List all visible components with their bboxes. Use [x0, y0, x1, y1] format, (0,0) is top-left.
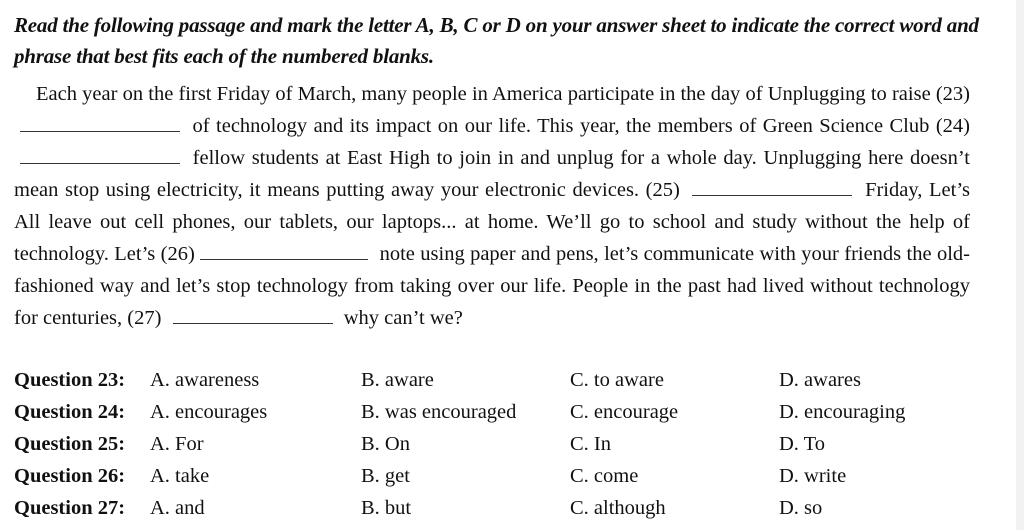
- option-d: D. so: [779, 497, 823, 519]
- blank-25: [692, 194, 852, 196]
- option-d: D. To: [779, 433, 826, 455]
- question-row-23: [14, 364, 1004, 396]
- question-row-24: [14, 396, 1004, 428]
- blank-26: [200, 258, 368, 260]
- option-c: C. encourage: [570, 401, 679, 423]
- option-c: C. come: [570, 465, 639, 487]
- option-d: D. awares: [779, 369, 861, 391]
- option-a: A. take: [150, 465, 210, 487]
- question-row-25: [14, 428, 1004, 460]
- passage-segment-2: of technology and its impact on our life. This year, the members of Green Science Club (24): [192, 115, 971, 137]
- question-list: [14, 364, 1004, 524]
- passage-segment-5: note using paper and pens, let’s communicate with your friends the old-fashioned way and let’s stop technology from taking over our life. People in the past had lived without technology for centuries, (27): [14, 243, 971, 329]
- option-a: A. encourages: [150, 401, 268, 423]
- passage-segment-6: why can’t we?: [343, 307, 463, 329]
- option-a: A. awareness: [150, 369, 260, 391]
- blank-23: [20, 130, 180, 132]
- passage-paragraph: [14, 78, 970, 334]
- option-b: B. get: [361, 465, 410, 487]
- question-label: Question 27:: [14, 497, 126, 519]
- option-b: B. was encouraged: [361, 401, 517, 423]
- option-b: B. On: [361, 433, 410, 455]
- option-d: D. write: [779, 465, 847, 487]
- option-b: B. aware: [361, 369, 434, 391]
- question-label: Question 24:: [14, 401, 126, 423]
- question-label: Question 25:: [14, 433, 126, 455]
- question-row-27: [14, 492, 1004, 524]
- question-row-26: [14, 460, 1004, 492]
- question-label: Question 26:: [14, 465, 126, 487]
- option-a: A. For: [150, 433, 204, 455]
- option-a: A. and: [150, 497, 205, 519]
- option-b: B. but: [361, 497, 412, 519]
- passage-segment-1: Each year on the first Friday of March, many people in America participate in the day of Unplugging to raise (23): [36, 83, 970, 105]
- question-label: Question 23:: [14, 369, 126, 391]
- option-d: D. encouraging: [779, 401, 906, 423]
- instructions-heading: Read the following passage and mark the letter A, B, C or D on your answer sheet to indicate the correct word and phrase that best fits each of the numbered blanks.: [14, 13, 979, 68]
- passage-segment-4: Friday, Let’s All leave out cell phones, our tablets, our laptops... at home. We’ll go to school and study without the help of technology. Let’s (26): [14, 179, 971, 265]
- blank-27: [173, 322, 333, 324]
- passage-segment-3: fellow students at East High to join in and unplug for a whole day. Unplugging here doesn’t mean stop using electricity, it means putting away your electronic devices. (25): [14, 147, 970, 201]
- option-c: C. In: [570, 433, 611, 455]
- reading-passage: [14, 78, 970, 334]
- blank-24: [20, 162, 180, 164]
- page-edge: [1016, 0, 1024, 530]
- option-c: C. to aware: [570, 369, 664, 391]
- option-c: C. although: [570, 497, 666, 519]
